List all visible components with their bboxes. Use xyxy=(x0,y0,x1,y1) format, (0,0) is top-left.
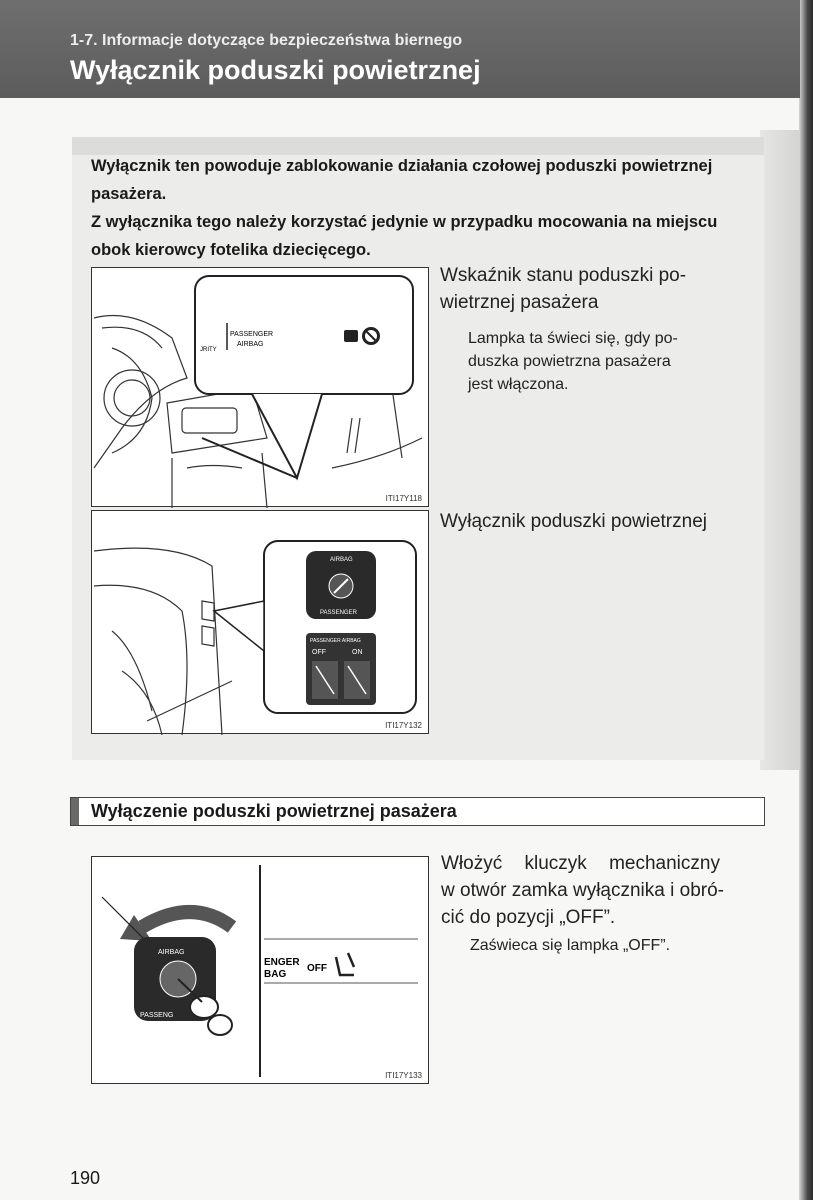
figure-indicator xyxy=(91,267,429,507)
figure-key-switch xyxy=(91,856,429,1084)
switch-bottom-label: PASSENGER xyxy=(320,610,357,616)
indicator-passenger: PASSENGER xyxy=(230,331,274,338)
indicator-side-text: JRITY xyxy=(200,347,217,353)
switch-illustration xyxy=(92,511,430,735)
bleed-through xyxy=(760,130,800,770)
step-instruction xyxy=(441,850,767,931)
section-marker xyxy=(71,798,79,825)
lamp-text-2: BAG xyxy=(264,969,287,980)
indicator-heading-line-2: wietrznej pasażera xyxy=(440,292,599,313)
lamp-panel-header: PASSENGER AIRBAG xyxy=(310,638,361,644)
on-lamp-icon xyxy=(344,330,358,342)
chapter-subtitle: 1-7. Informacje dotyczące bezpieczeństwa biernego xyxy=(70,32,463,49)
step-line-3: cić do pozycji „OFF”. xyxy=(441,907,616,928)
page-number: 190 xyxy=(70,1168,101,1188)
indicator-heading-line-1: Wskaźnik stanu poduszki po- xyxy=(440,265,687,286)
page-edge xyxy=(799,0,813,1200)
section-header xyxy=(70,797,765,826)
switch-bottom-label: PASSENG xyxy=(140,1012,174,1019)
intro-line-2: Z wyłącznika tego należy korzystać jedynie w przypadku mocowania na miejscu obok kierowcy fotelika dziecięcego. xyxy=(91,213,718,259)
figure-code: ITI17Y118 xyxy=(385,494,422,503)
figure-code: ITI17Y132 xyxy=(385,721,422,730)
step-line-1 xyxy=(441,850,767,877)
switch-heading: Wyłącznik poduszki powietrznej xyxy=(440,511,707,532)
intro-text xyxy=(91,152,751,264)
on-indicator: ON xyxy=(352,649,363,656)
rotate-arrow-icon xyxy=(142,912,232,927)
key-switch-illustration xyxy=(92,857,430,1085)
lamp-off-label: OFF xyxy=(307,963,327,974)
step-result: Zaświeca się lampka „OFF”. xyxy=(470,937,671,954)
lamp-text-1: ENGER xyxy=(264,957,300,968)
chapter-header xyxy=(0,0,800,98)
indicator-description xyxy=(468,327,743,396)
indicator-description-line-3: jest włączona. xyxy=(468,376,569,393)
section-title: Wyłączenie poduszki powietrznej pasażera xyxy=(91,801,457,821)
step-line-2: w otwór zamka wyłącznika i obró- xyxy=(441,880,724,901)
figure-code: ITI17Y133 xyxy=(385,1071,422,1080)
intro-line-1: Wyłącznik ten powoduje zablokowanie działania czołowej poduszki powietrznej pasażera. xyxy=(91,157,713,203)
indicator-airbag: AIRBAG xyxy=(237,341,264,348)
indicator-heading xyxy=(440,262,740,316)
figure-switch xyxy=(91,510,429,734)
switch-top-label: AIRBAG xyxy=(158,949,185,956)
dashboard-illustration xyxy=(92,268,430,508)
switch-top-label: AIRBAG xyxy=(330,557,353,563)
indicator-description-line-1: Lampka ta świeci się, gdy po- xyxy=(468,330,678,347)
indicator-description-line-2: duszka powietrzna pasażera xyxy=(468,353,671,370)
page-title: Wyłącznik poduszki powietrznej xyxy=(70,55,481,85)
off-indicator: OFF xyxy=(312,649,326,656)
airbag-off-icon xyxy=(336,953,354,975)
step-line-1-text: Włożyć kluczyk mechaniczny xyxy=(441,853,720,874)
